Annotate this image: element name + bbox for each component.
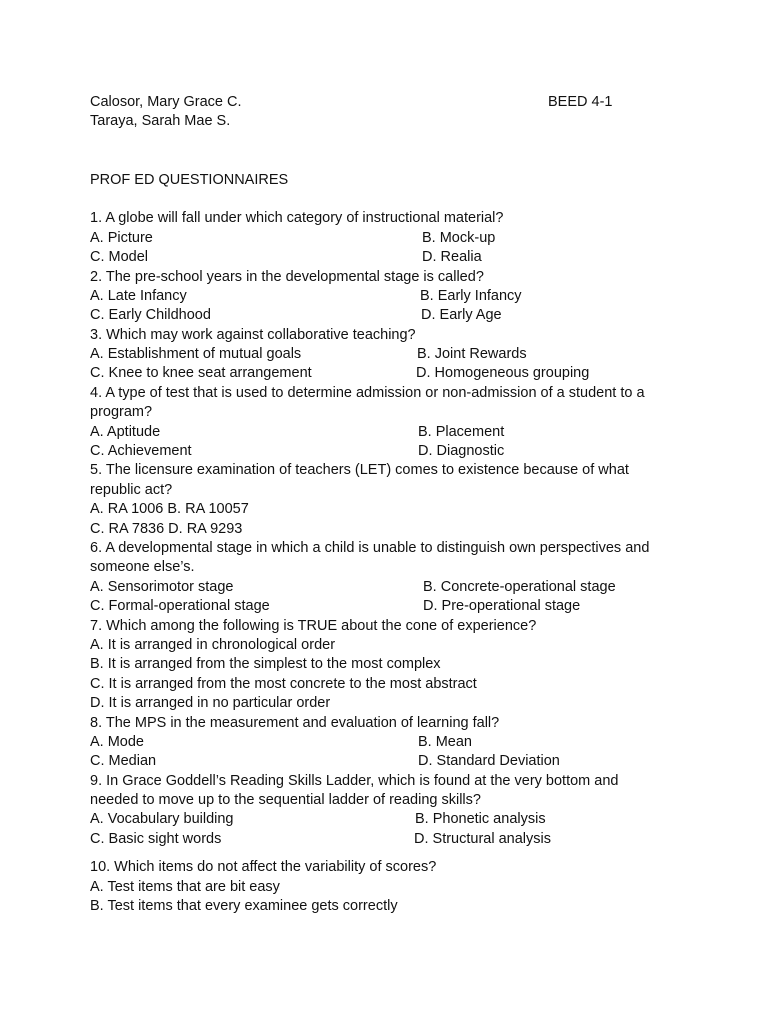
header-line-1 — [90, 93, 690, 112]
question-5-cont: republic act? — [90, 481, 173, 498]
choice-c: C. It is arranged from the most concrete to the most abstract — [90, 675, 477, 692]
question-1: 1. A globe will fall under which category of instructional material? — [90, 210, 504, 227]
question-4: 4. A type of test that is used to determine admission or non-admission of a student to a — [90, 384, 645, 401]
spacer — [90, 190, 690, 209]
choice-row — [90, 364, 690, 383]
question-8: 8. The MPS in the measurement and evaluation of learning fall? — [90, 714, 500, 731]
choice-row — [90, 752, 690, 771]
question-10: 10. Which items do not affect the variability of scores? — [90, 859, 437, 876]
question-9-cont: needed to move up to the sequential ladder of reading skills? — [90, 792, 481, 809]
choice-row — [90, 810, 690, 829]
choice-row — [90, 830, 690, 849]
question-7: 7. Which among the following is TRUE about the cone of experience? — [90, 617, 537, 634]
document-title: PROF ED QUESTIONNAIRES — [90, 171, 289, 188]
question-6-cont: someone else’s. — [90, 559, 195, 576]
choice-b: B. Test items that every examinee gets correctly — [90, 898, 398, 915]
choice-c: C. Knee to knee seat arrangement — [90, 365, 312, 382]
choice-row — [90, 248, 690, 267]
choice-row — [90, 306, 690, 325]
choice-row — [90, 442, 690, 461]
question-4-cont: program? — [90, 404, 153, 421]
choice-c: C. Formal-operational stage — [90, 598, 270, 615]
choice-d: D. Diagnostic — [418, 443, 505, 460]
choice-b: B. Phonetic analysis — [415, 811, 546, 828]
choice-row — [90, 287, 690, 306]
choice-a: A. It is arranged in chronological order — [90, 636, 336, 653]
author-name-2: Taraya, Sarah Mae S. — [90, 113, 231, 130]
author-name-1: Calosor, Mary Grace C. — [90, 94, 242, 110]
choice-row: C. RA 7836 D. RA 9293 — [90, 520, 243, 537]
choice-b: B. Placement — [418, 423, 505, 440]
choice-b: B. Mock-up — [422, 229, 496, 246]
choice-d: D. Structural analysis — [414, 830, 551, 847]
choice-c: C. Achievement — [90, 443, 192, 460]
choice-c: C. Basic sight words — [90, 830, 222, 847]
question-2: 2. The pre-school years in the developmental stage is called? — [90, 268, 484, 285]
choice-row — [90, 597, 690, 616]
choice-c: C. Median — [90, 753, 157, 770]
choice-a: A. Mode — [90, 733, 144, 750]
choice-a: A. Establishment of mutual goals — [90, 346, 302, 363]
choice-a: A. Picture — [90, 229, 153, 246]
choice-row — [90, 733, 690, 752]
choice-row — [90, 229, 690, 248]
choice-b: B. It is arranged from the simplest to the most complex — [90, 656, 441, 673]
choice-b: B. Early Infancy — [420, 287, 522, 304]
choice-a: A. Vocabulary building — [90, 811, 234, 828]
choice-a: A. Sensorimotor stage — [90, 578, 234, 595]
header-line-2 — [90, 112, 690, 131]
document-page — [90, 93, 690, 916]
choice-a: A. Aptitude — [90, 423, 161, 440]
choice-d: D. Realia — [422, 249, 482, 266]
choice-row: A. RA 1006 B. RA 10057 — [90, 501, 249, 518]
question-5: 5. The licensure examination of teachers (LET) comes to existence because of what — [90, 462, 629, 479]
question-3: 3. Which may work against collaborative teaching? — [90, 326, 416, 343]
choice-b: B. Concrete-operational stage — [423, 578, 616, 595]
question-6: 6. A developmental stage in which a child is unable to distinguish own perspectives and — [90, 540, 650, 556]
spacer — [90, 132, 690, 171]
choice-d: D. It is arranged in no particular order — [90, 695, 331, 712]
choice-d: D. Homogeneous grouping — [416, 365, 590, 382]
spacer — [90, 849, 690, 858]
question-9: 9. In Grace Goddell’s Reading Skills Ladder, which is found at the very bottom and — [90, 772, 619, 789]
choice-a: A. Test items that are bit easy — [90, 878, 280, 895]
choice-b: B. Mean — [418, 733, 472, 750]
choice-row — [90, 578, 690, 597]
choice-b: B. Joint Rewards — [417, 346, 527, 363]
choice-row — [90, 345, 690, 364]
choice-d: D. Pre-operational stage — [423, 598, 581, 615]
choice-c: C. Early Childhood — [90, 307, 211, 324]
choice-d: D. Standard Deviation — [418, 753, 560, 770]
course-section: BEED 4-1 — [548, 94, 613, 110]
choice-row — [90, 423, 690, 442]
choice-d: D. Early Age — [421, 307, 502, 324]
choice-a: A. Late Infancy — [90, 287, 187, 304]
choice-c: C. Model — [90, 249, 149, 266]
